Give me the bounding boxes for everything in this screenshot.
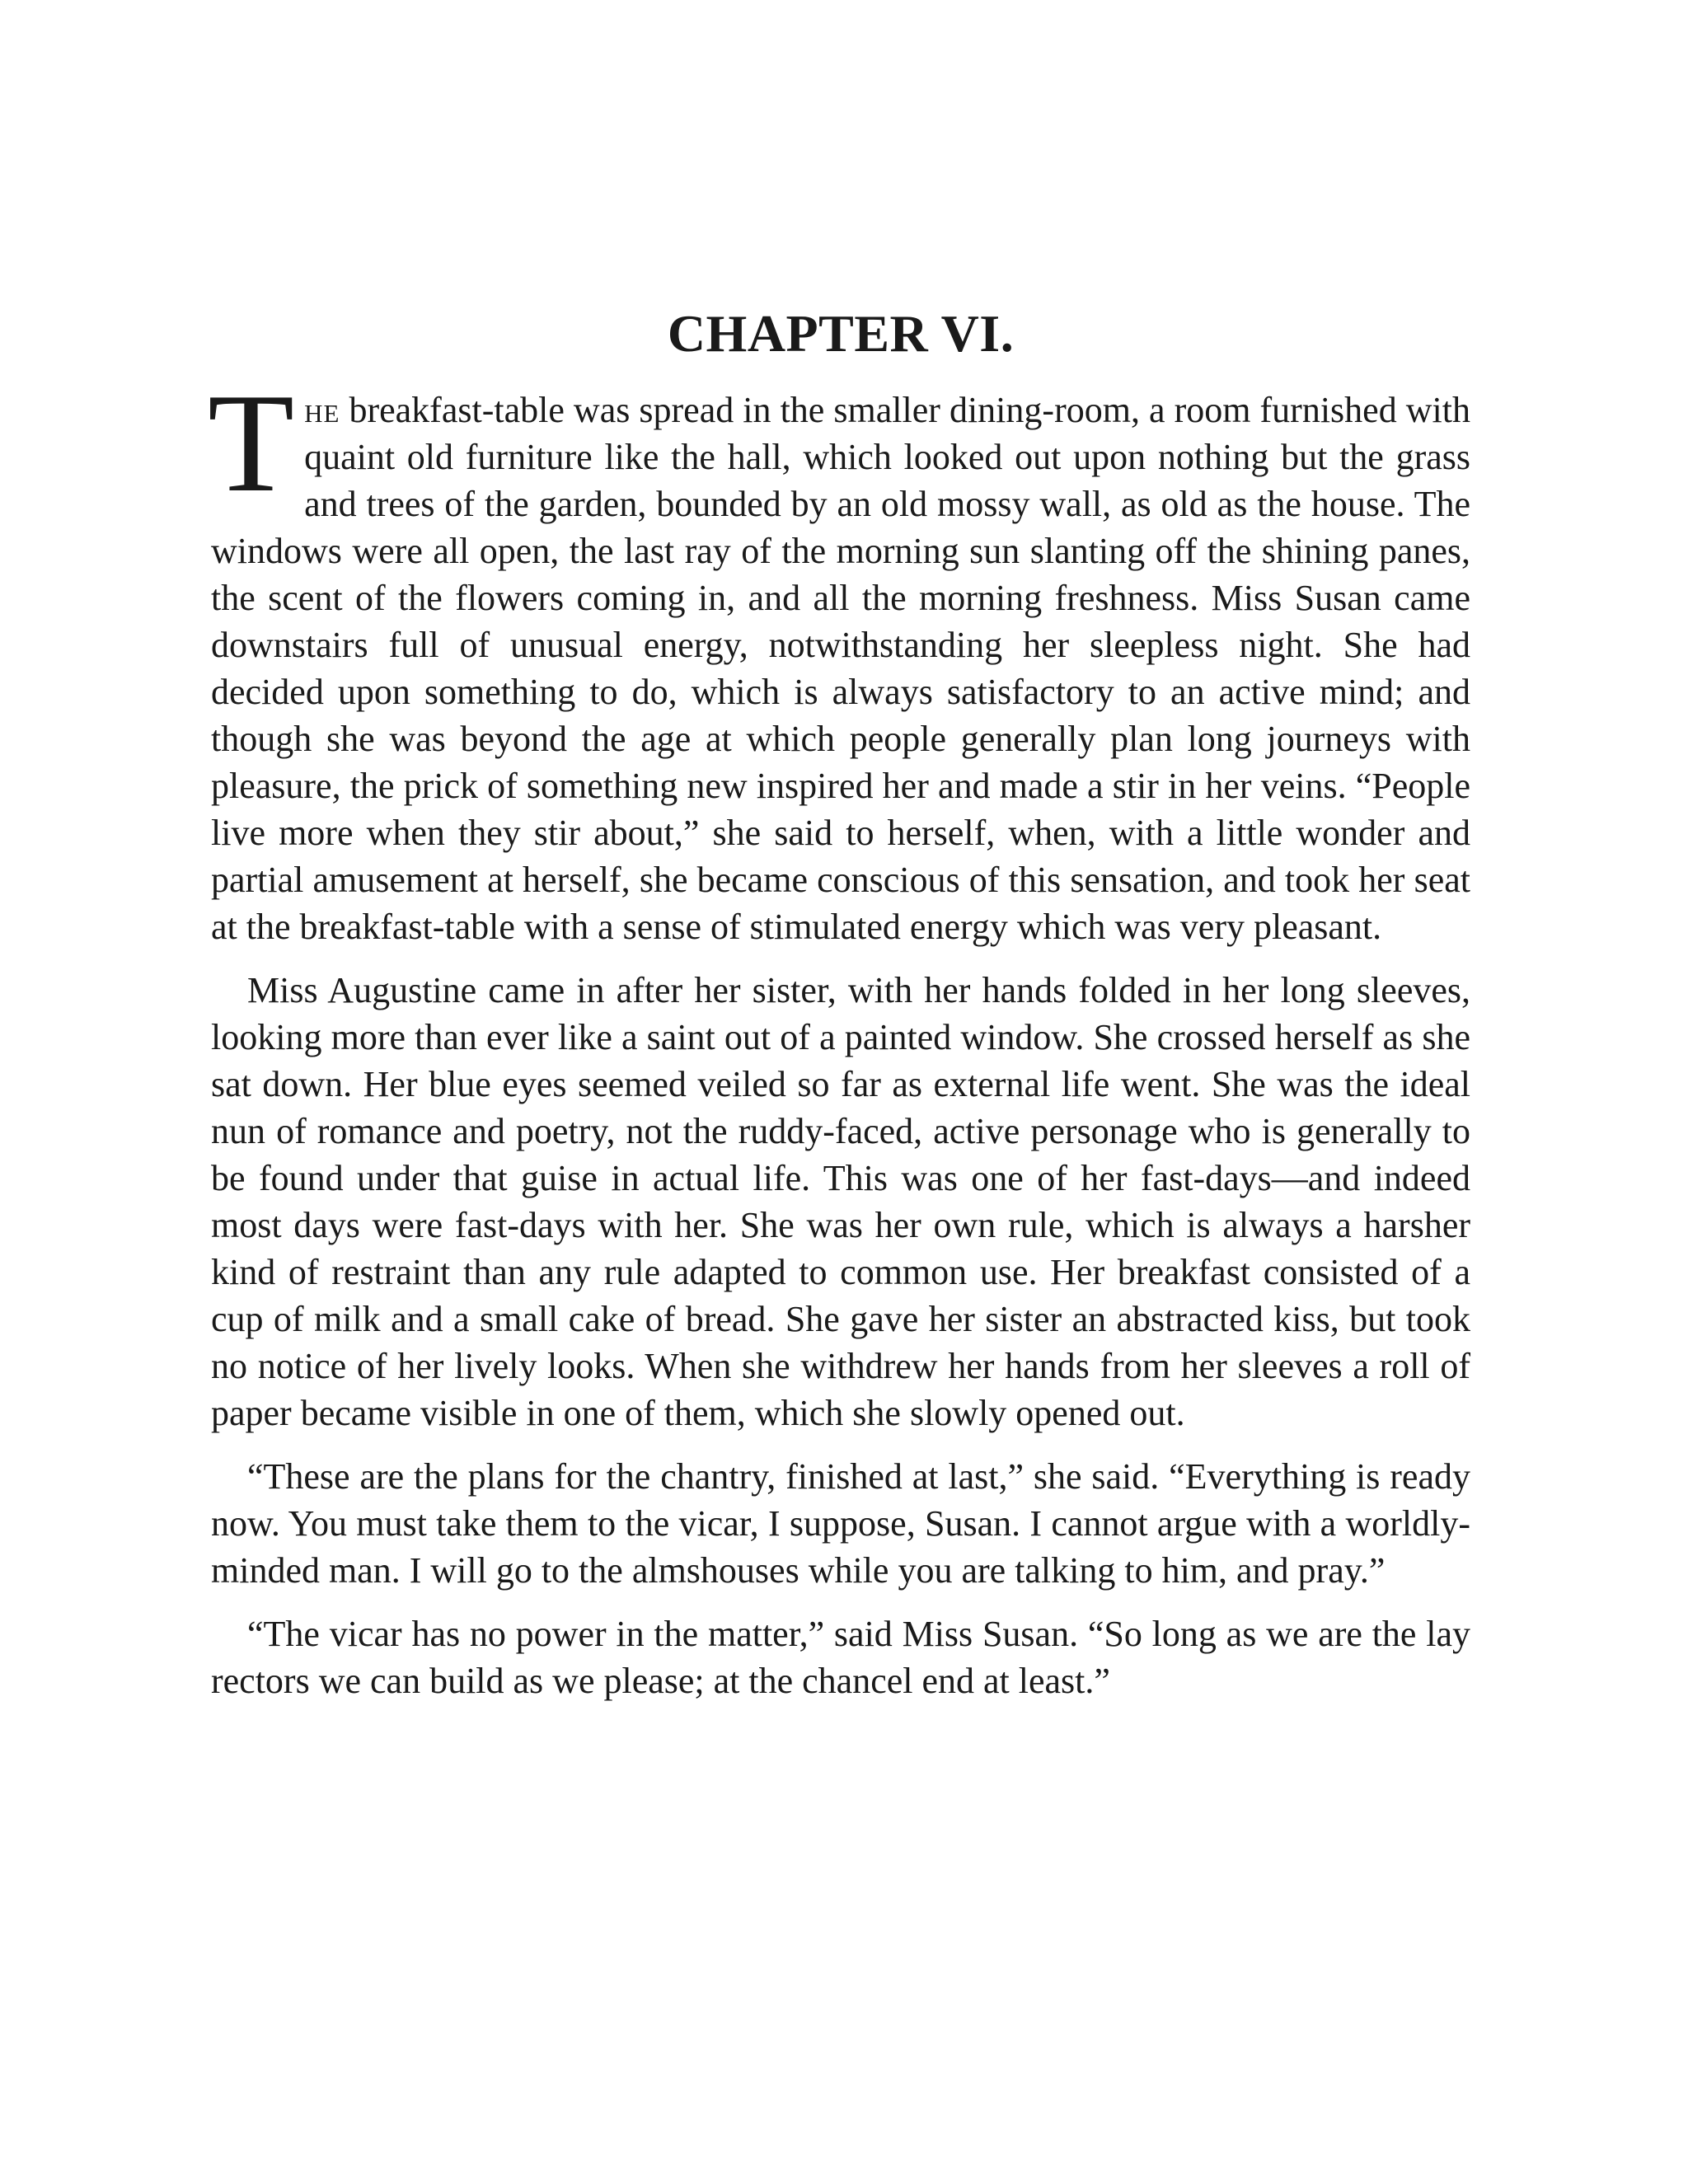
paragraph-1-text: breakfast-table was spread in the smaller dining-room, a room furnished with quaint old furniture like the hall, which looked out upon nothing but the grass and trees of the garden, bounded by an old mossy wall, as old as the house. The windows were all open, the last ray of the morning sun slanting off the shining panes, the scent of the flowers coming in, and all the morning freshness. Miss Susan came downstairs full of unusual energy, notwithstanding her sleepless night. She had decided upon something to do, which is always satisfactory to an active mind; and though she was beyond the age at which people generally plan long journeys with pleasure, the prick of something new inspired her and made a stir in her veins. “People live more when they stir about,” she said to herself, when, with a little wonder and partial amusement at herself, she became conscious of this sensation, and took her seat at the breakfast-table with a sense of stimulated energy which was very pleasant. (211, 390, 1470, 947)
paragraph-4: “The vicar has no power in the matter,” said Miss Susan. “So long as we are the lay rectors we can build as we please; at the chancel end at least.” (211, 1614, 1470, 1701)
lead-in-small-caps: he (304, 390, 340, 430)
paragraph-2: Miss Augustine came in after her sister, with her hands folded in her long sleeves, looking more than ever like a saint out of a painted window. She crossed herself as she sat down. Her blue eyes seemed veiled so far as external life went. She was the ideal nun of romance and poetry, not the ruddy-faced, active personage who is generally to be found under that guise in actual life. This was one of her fast-days—and indeed most days were fast-days with her. She was her own rule, which is always a harsher kind of restraint than any rule adapted to common use. Her breakfast consisted of a cup of milk and a small cake of bread. She gave her sister an abstracted kiss, but took no notice of her lively looks. When she withdrew her hands from her sleeves a roll of paper became visible in one of them, which she slowly opened out. (211, 970, 1470, 1433)
text-block (208, 301, 1470, 1721)
drop-cap: T (208, 365, 295, 522)
paragraph-3: “These are the plans for the chantry, finished at last,” she said. “Everything is ready now. You must take them to the vicar, I suppose, Susan. I cannot argue with a worldly-minded man. I will go to the almshouses while you are talking to him, and pray.” (211, 1456, 1470, 1591)
chapter-title: CHAPTER VI. (667, 304, 1015, 363)
paragraph-1 (208, 365, 1470, 950)
